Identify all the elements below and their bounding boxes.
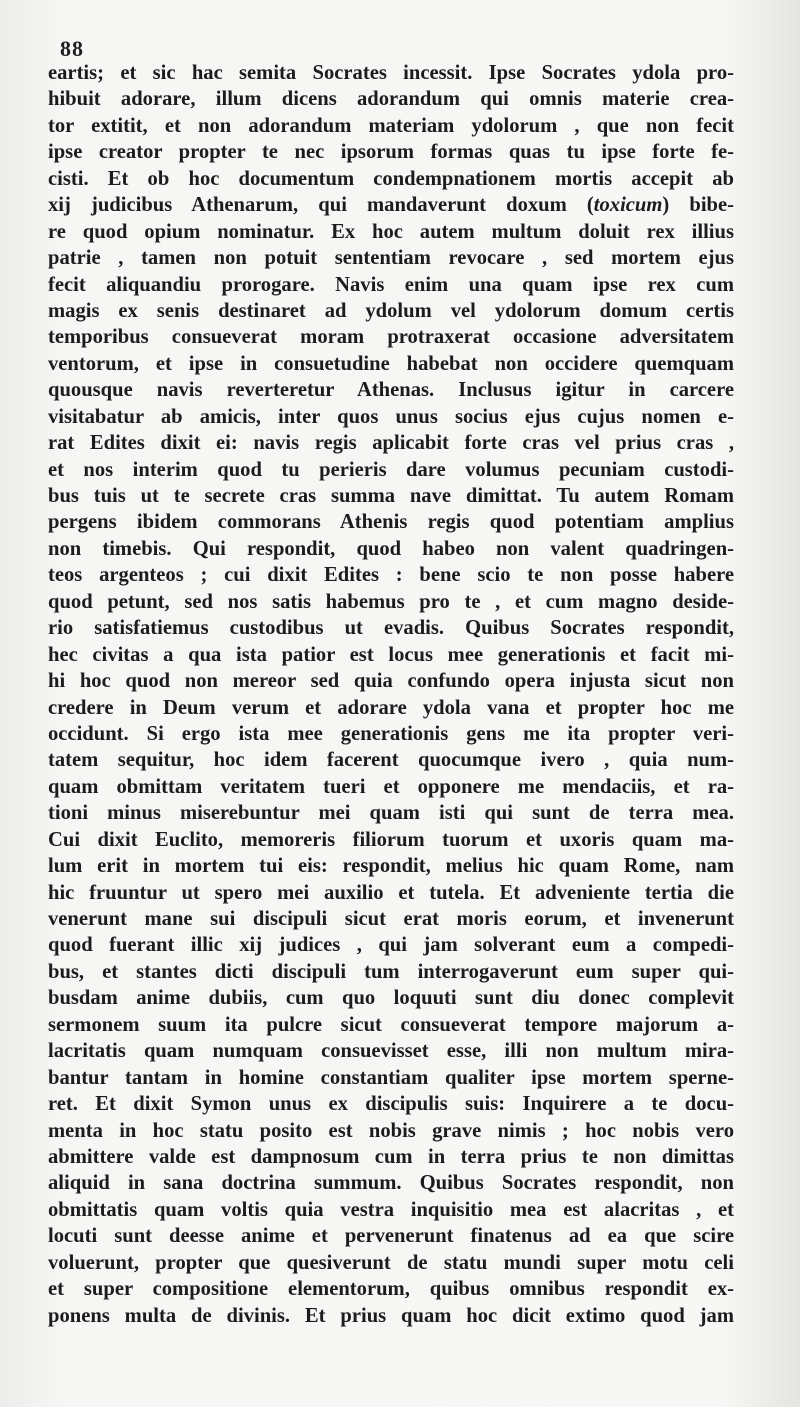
text-line: xij judicibus Athenarum, qui mandaverunt doxum (toxicum) bibe-: [48, 194, 734, 217]
text-line: voluerunt, propter que quesiverunt de statu mundi super motu celi: [48, 1251, 734, 1274]
text-line: tor extitit, et non adorandum materiam ydolorum , que non fecit: [48, 114, 734, 137]
text-line: locuti sunt deesse anime et pervenerunt finatenus ad ea que scire: [48, 1225, 734, 1248]
text-line: quod petunt, sed nos satis habemus pro te , et cum magno deside-: [48, 590, 734, 613]
text-line: hec civitas a qua ista patior est locus mee generationis et facit mi-: [48, 643, 734, 666]
text-line: hic fruuntur ut spero mei auxilio et tutela. Et adveniente tertia die: [48, 881, 734, 904]
text-line: occidunt. Si ergo ista mee generationis gens me ita propter veri-: [48, 722, 734, 745]
text-line: teos argenteos ; cui dixit Edites : bene scio te non posse habere: [48, 564, 734, 587]
text-line: temporibus consueverat moram protraxerat occasione adversitatem: [48, 326, 734, 349]
text-line: hibuit adorare, illum dicens adorandum qui omnis materie crea-: [48, 88, 734, 111]
body-text: [48, 60, 734, 1329]
text-line: bus tuis ut te secrete cras summa nave dimittat. Tu autem Romam: [48, 485, 734, 507]
text-line: rio satisfatiemus custodibus ut evadis. Quibus Socrates respondit,: [48, 617, 734, 640]
text-line: aliquid in sana doctrina summum. Quibus Socrates respondit, non: [48, 1172, 734, 1195]
text-line: venerunt mane sui discipuli sicut erat moris eorum, et invenerunt: [48, 908, 734, 930]
text-line: visitabatur ab amicis, inter quos unus socius ejus cujus nomen e-: [48, 405, 734, 428]
text-line: quod fuerant illic xij judices , qui jam solverant eum a compedi-: [48, 934, 734, 957]
text-line: quousque navis reverteretur Athenas. Inclusus igitur in carcere: [48, 379, 734, 402]
text-line: sermonem suum ita pulcre sicut consueverat tempore majorum a-: [48, 1013, 734, 1036]
text-line: quam obmittam veritatem tueri et opponere me mendaciis, et ra-: [48, 775, 734, 798]
text-line: magis ex senis destinaret ad ydolum vel ydolorum domum certis: [48, 299, 734, 322]
text-line: rat Edites dixit ei: navis regis aplicabit forte cras vel prius cras ,: [48, 432, 734, 455]
text-line: obmittatis quam voltis quia vestra inquisitio mea est alacritas , et: [48, 1198, 734, 1221]
text-line: non timebis. Qui respondit, quod habeo non valent quadringen-: [48, 537, 734, 560]
text-line: bus, et stantes dicti discipuli tum interrogaverunt eum super qui-: [48, 960, 734, 983]
text-line: hi hoc quod non mereor sed quia confundo opera injusta sicut non: [48, 670, 734, 693]
text-line: eartis; et sic hac semita Socrates incessit. Ipse Socrates ydola pro-: [48, 62, 734, 84]
text-line: pergens ibidem commorans Athenis regis quod potentiam amplius: [48, 511, 734, 534]
text-line: et nos interim quod tu perieris dare volumus pecuniam custodi-: [48, 458, 734, 481]
text-line: menta in hoc statu posito est nobis grave nimis ; hoc nobis vero: [48, 1119, 734, 1142]
text-line: abmittere valde est dampnosum cum in terra prius te non dimittas: [48, 1145, 734, 1168]
text-line: fecit aliquandiu prorogare. Navis enim una quam ipse rex cum: [48, 273, 734, 296]
text-line: et super compositione elementorum, quibus omnibus respondit ex-: [48, 1278, 734, 1301]
text-line: ipse creator propter te nec ipsorum formas quas tu ipse forte fe-: [48, 141, 734, 164]
page-number: 88: [60, 36, 84, 61]
text-line: ponens multa de divinis. Et prius quam hoc dicit extimo quod jam: [48, 1304, 734, 1327]
text-line: bantur tantam in homine constantiam qualiter ipse mortem sperne-: [48, 1066, 734, 1089]
text-line: patrie , tamen non potuit sententiam revocare , sed mortem ejus: [48, 247, 734, 270]
text-line: cisti. Et ob hoc documentum condempnationem mortis accepit ab: [48, 167, 734, 190]
text-line: lacritatis quam numquam consuevisset esse, illi non multum mira-: [48, 1040, 734, 1063]
text-line: tioni minus miserebuntur mei quam isti qui sunt de terra mea.: [48, 802, 734, 825]
text-line: ventorum, et ipse in consuetudine habebat non occidere quemquam: [48, 352, 734, 375]
italic-word: toxicum: [593, 194, 663, 217]
text-line: credere in Deum verum et adorare ydola vana et propter hoc me: [48, 696, 734, 719]
text-line: busdam anime dubiis, cum quo loquuti sunt diu donec complevit: [48, 987, 734, 1010]
text-line: re quod opium nominatur. Ex hoc autem multum doluit rex illius: [48, 220, 734, 243]
text-line: tatem sequitur, hoc idem facerent quocumque ivero , quia num-: [48, 749, 734, 772]
text-line: lum erit in mortem tui eis: respondit, melius hic quam Rome, nam: [48, 855, 734, 878]
text-line: ret. Et dixit Symon unus ex discipulis suis: Inquirere a te docu-: [48, 1093, 734, 1116]
text-line: Cui dixit Euclito, memoreris filiorum tuorum et uxoris quam ma-: [48, 828, 734, 851]
